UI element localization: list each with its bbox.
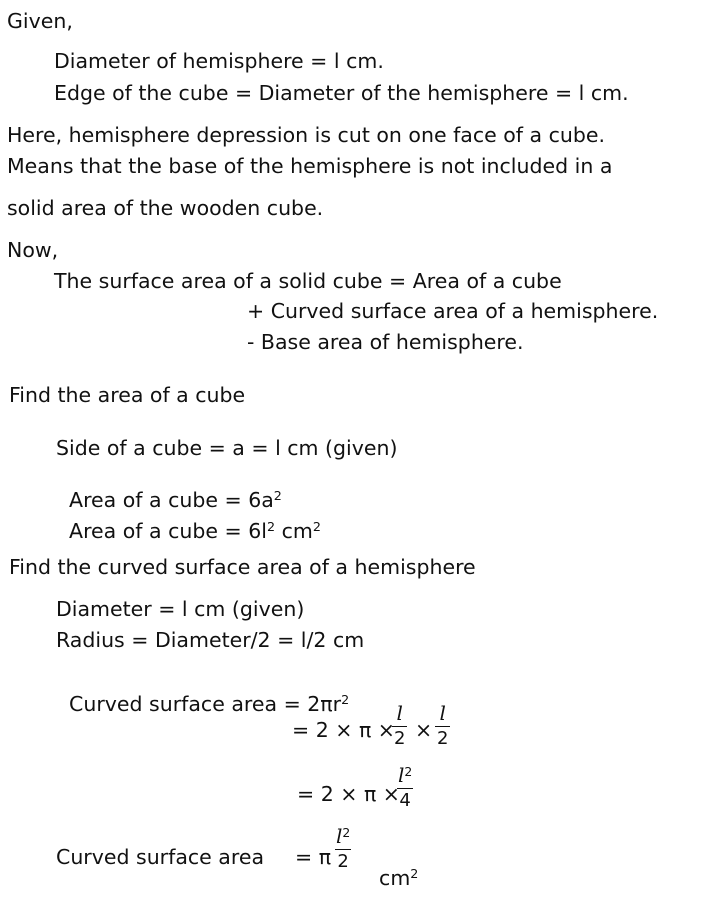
exponent: 2 xyxy=(266,518,276,534)
csa-final-label: Curved surface area xyxy=(56,845,265,869)
csa-final-eq: = π xyxy=(295,845,332,869)
exponent: 2 xyxy=(312,518,321,534)
csa-step-1: = 2 × π × xyxy=(292,718,395,742)
fraction-denominator: 4 xyxy=(399,790,411,811)
cube-side-line: Side of a cube = a = l cm (given) xyxy=(56,436,398,460)
fraction-l-squared-over-4 xyxy=(396,765,414,810)
fraction-numerator xyxy=(396,765,414,788)
exponent: 2 xyxy=(342,824,351,840)
surface-area-line-3: - Base area of hemisphere. xyxy=(247,330,524,354)
cube-area-result-text: Area of a cube = 6l xyxy=(69,518,267,543)
variable-l: l xyxy=(336,824,343,848)
cube-area-heading: Find the area of a cube xyxy=(9,383,246,407)
here-line-3: solid area of the wooden cube. xyxy=(7,196,324,220)
cube-area-formula-text: Area of a cube = 6a xyxy=(69,487,274,512)
fraction-denominator: 2 xyxy=(394,728,406,749)
surface-area-line-2: + Curved surface area of a hemisphere. xyxy=(247,299,659,323)
times-sign: × xyxy=(415,718,433,742)
csa-formula xyxy=(56,673,349,714)
given-label: Given, xyxy=(7,9,73,33)
csa-final-unit xyxy=(366,847,418,888)
exponent: 2 xyxy=(341,691,350,707)
exponent: 2 xyxy=(410,865,419,881)
exponent: 2 xyxy=(273,487,282,503)
fraction-l-squared-over-2 xyxy=(334,826,352,871)
cube-area-unit: cm xyxy=(281,518,313,543)
given-edge-line: Edge of the cube = Diameter of the hemisphere = l cm. xyxy=(54,81,629,105)
fraction-l-over-2 xyxy=(392,703,407,748)
fraction-denominator: 2 xyxy=(437,728,449,749)
here-line-1: Here, hemisphere depression is cut on one face of a cube. xyxy=(7,123,606,147)
fraction-numerator: l xyxy=(439,701,446,725)
fraction-denominator: 2 xyxy=(337,851,349,872)
variable-l: l xyxy=(398,763,405,787)
exponent: 2 xyxy=(404,763,413,779)
hemisphere-heading: Find the curved surface area of a hemisphere xyxy=(9,555,476,579)
unit-cm: cm xyxy=(379,865,411,890)
surface-area-line-1: The surface area of a solid cube = Area of a cube xyxy=(54,269,562,293)
here-line-2: Means that the base of the hemisphere is not included in a xyxy=(7,154,613,178)
csa-step-2: = 2 × π × xyxy=(297,782,400,806)
now-label: Now, xyxy=(7,238,59,262)
hemisphere-radius-line: Radius = Diameter/2 = l/2 cm xyxy=(56,628,365,652)
cube-area-result xyxy=(56,500,321,541)
fraction-l-over-2 xyxy=(435,703,450,748)
fraction-numerator: l xyxy=(396,701,403,725)
fraction-numerator xyxy=(334,826,352,849)
hemisphere-diameter-line: Diameter = l cm (given) xyxy=(56,597,305,621)
given-diameter-line: Diameter of hemisphere = l cm. xyxy=(54,49,384,73)
csa-formula-text: Curved surface area = 2πr xyxy=(69,691,342,716)
